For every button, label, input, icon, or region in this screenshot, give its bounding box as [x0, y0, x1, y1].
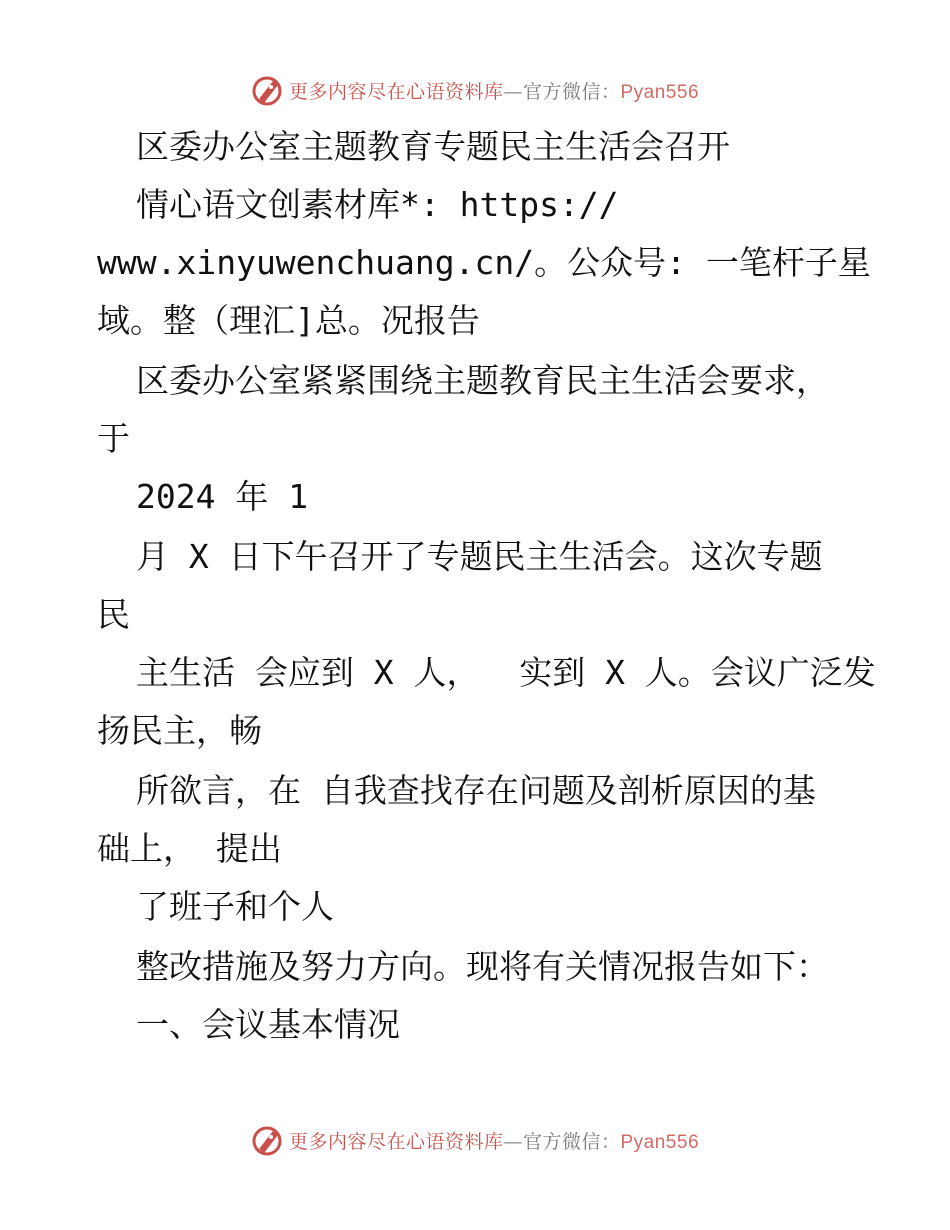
paragraph-line: 月 X 日下午召开了专题民主生活会。这次专题: [136, 537, 823, 576]
watermark-wechat-id: Pyan556: [620, 81, 700, 103]
watermark-text: [289, 1127, 699, 1154]
watermark-dash: —: [503, 1130, 523, 1153]
pen-nib-logo-icon: [251, 73, 285, 107]
paragraph-line: 了班子和个人: [136, 887, 334, 926]
watermark-title: 更多内容尽在心语资料库: [288, 80, 504, 103]
paragraph-line: 所欲言，在 自我查找存在问题及剖析原因的基: [136, 771, 816, 810]
watermark-wechat-id: Pyan556: [620, 1131, 700, 1153]
header-watermark-banner: [0, 70, 950, 110]
watermark-title: 更多内容尽在心语资料库: [288, 1130, 504, 1153]
pen-nib-logo-icon: [251, 1123, 285, 1157]
paragraph-line: 区委办公室紧紧围绕主题教育民主生活会要求，: [136, 361, 829, 400]
paragraph-line: 民: [97, 595, 130, 634]
footer-watermark-banner: [0, 1120, 950, 1160]
watermark-text: [289, 77, 699, 104]
paragraph-line: 整改措施及努力方向。现将有关情况报告如下：: [136, 947, 829, 986]
paragraph-line: 主生活 会应到 X 人， 实到 X 人。会议广泛发: [136, 653, 876, 692]
paragraph-line: 于: [97, 419, 130, 458]
paragraph-line: 扬民主，畅: [97, 711, 262, 750]
watermark-dash: —: [503, 80, 523, 103]
paragraph-line: 域。整（理汇]总。况报告: [97, 301, 480, 340]
paragraph-line: 2024 年 1: [136, 477, 309, 516]
watermark-wechat-label: 官方微信：: [522, 1130, 621, 1153]
paragraph-line: www.xinyuwenchuang.cn/。公众号: 一笔杆子星: [97, 243, 871, 282]
section-heading: 一、会议基本情况: [136, 1005, 400, 1044]
paragraph-line: 情心语文创素材库*: https://: [136, 185, 619, 224]
doc-title-line: 区委办公室主题教育专题民主生活会召开: [136, 127, 730, 166]
paragraph-line: 础上， 提出: [97, 829, 282, 868]
watermark-wechat-label: 官方微信：: [522, 80, 621, 103]
